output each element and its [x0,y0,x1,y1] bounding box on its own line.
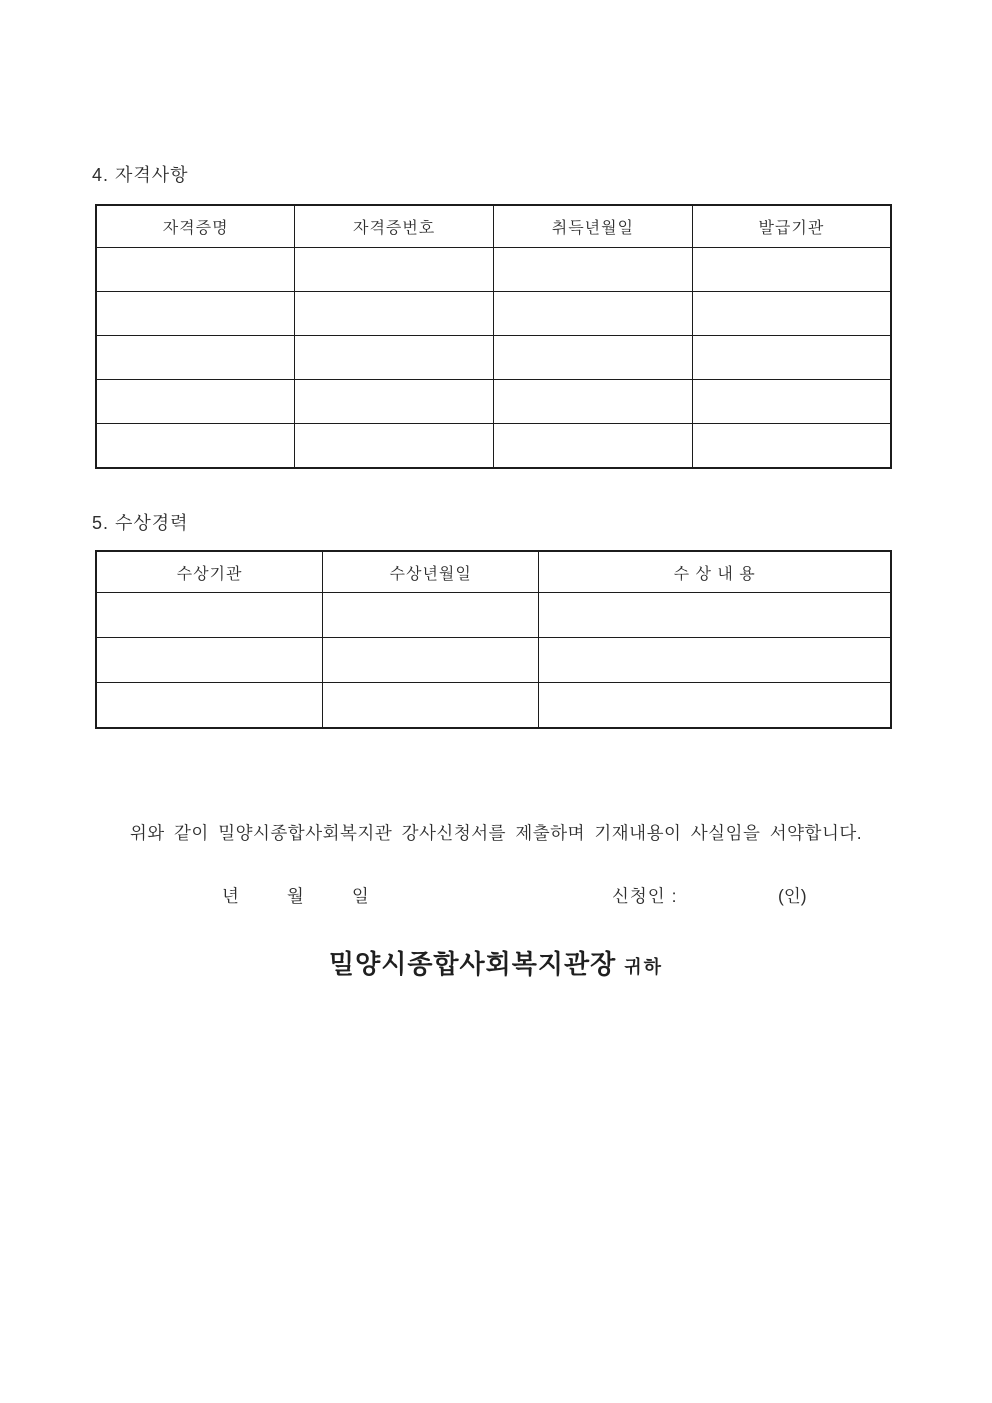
applicant-label: 신청인 : [612,886,678,906]
empty-cell [539,683,891,729]
empty-cell [96,336,295,380]
table-row [96,593,891,638]
table-row [96,424,891,469]
addressee-line [0,944,992,981]
addressee-honorific: 귀하 [624,957,664,977]
signature-row [0,883,992,909]
empty-cell [539,638,891,683]
empty-cell [295,292,494,336]
pledge-statement: 위와 같이 밀양시종합사회복지관 강사신청서를 제출하며 기재내용이 사실임을 서약합니다. [129,823,863,843]
empty-cell [494,292,693,336]
section-qualifications-title: 4. 자격사항 [92,165,189,185]
table-row [96,683,891,729]
empty-cell [96,248,295,292]
empty-cell [323,683,539,729]
column-header-issuer: 발급기관 [692,205,891,248]
month-label: 월 [286,886,304,906]
empty-cell [494,248,693,292]
empty-cell [494,380,693,424]
empty-cell [323,593,539,638]
empty-cell [295,248,494,292]
empty-cell [692,248,891,292]
empty-cell [692,336,891,380]
section-awards-title: 5. 수상경력 [92,513,189,533]
table-row [96,248,891,292]
date-fields [222,883,369,908]
table-row [96,638,891,683]
seal-placeholder: (인) [778,886,807,906]
column-header-acquired-date: 취득년월일 [494,205,693,248]
column-header-award-org: 수상기관 [96,551,323,593]
empty-cell [295,380,494,424]
table-row [96,336,891,380]
empty-cell [96,380,295,424]
year-label: 년 [222,886,239,906]
empty-cell [96,638,323,683]
empty-cell [295,336,494,380]
column-header-award-content: 수 상 내 용 [539,551,891,593]
empty-cell [692,292,891,336]
column-header-award-date: 수상년월일 [323,551,539,593]
qualifications-header-row [96,205,891,248]
qualifications-table [95,204,892,469]
addressee-name: 밀양시종합사회복지관장 [328,949,617,979]
empty-cell [494,336,693,380]
table-row [96,380,891,424]
empty-cell [96,593,323,638]
empty-cell [692,424,891,469]
awards-header-row [96,551,891,593]
empty-cell [96,683,323,729]
empty-cell [692,380,891,424]
awards-table [95,550,892,729]
day-label: 일 [351,886,369,906]
empty-cell [539,593,891,638]
column-header-cert-number: 자격증번호 [295,205,494,248]
empty-cell [96,424,295,469]
empty-cell [494,424,693,469]
table-row [96,292,891,336]
empty-cell [323,638,539,683]
empty-cell [96,292,295,336]
column-header-cert-name: 자격증명 [96,205,295,248]
empty-cell [295,424,494,469]
